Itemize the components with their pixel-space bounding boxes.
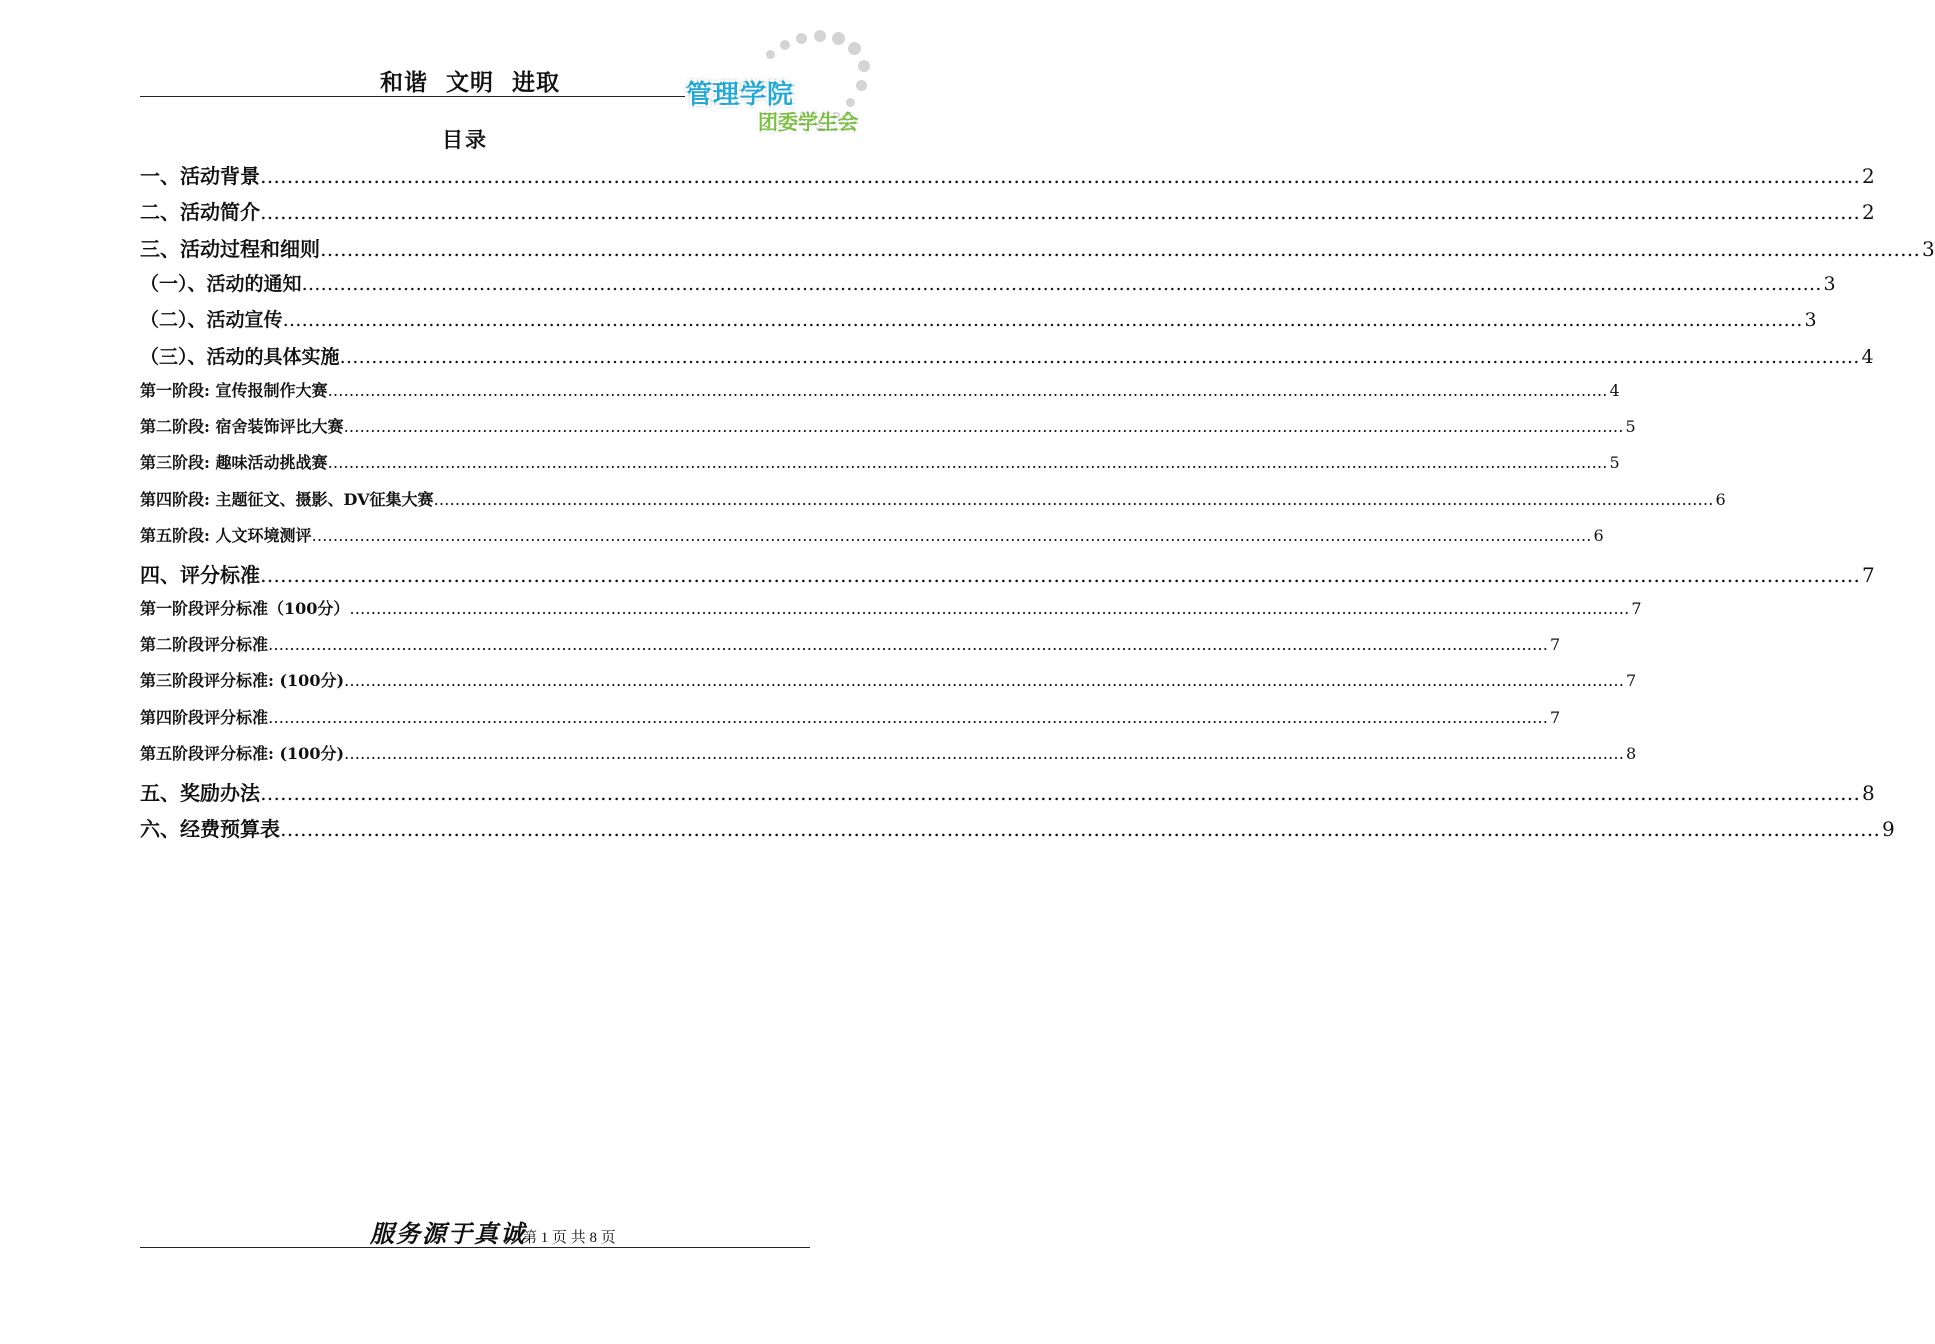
toc-entry-leader-dots: …………………………………………………………………………………………………………………………………………………………………………………………………………………… — [349, 598, 1630, 618]
toc-entry-label: 二、活动简介 — [140, 200, 260, 225]
toc-entry[interactable] — [140, 160, 1875, 189]
toc-entry[interactable] — [140, 305, 1817, 332]
toc-title: 目录 — [442, 127, 488, 152]
toc-entry-leader-dots: …………………………………………………………………………………………………………………………………………………………………………………………………………………… — [339, 345, 1860, 368]
toc-entry-leader-dots: …………………………………………………………………………………………………………………………………………………………………………………………………………………… — [268, 634, 1549, 654]
logo-main-text: 管理学院 — [686, 80, 795, 110]
toc-entry-leader-dots: …………………………………………………………………………………………………………………………………………………………………………………………………………………… — [344, 671, 1625, 691]
toc-entry-label: 第三阶段: 趣味活动挑战赛 — [140, 453, 328, 473]
toc-entry-leader-dots: …………………………………………………………………………………………………………………………………………………………………………………………………………………… — [327, 380, 1608, 400]
toc-entry-label: 四、评分标准 — [140, 563, 260, 588]
toc-entry-leader-dots: …………………………………………………………………………………………………………………………………………………………………………………………………………………… — [260, 164, 1860, 188]
toc-entry-page-number: 2 — [1862, 164, 1875, 188]
toc-entry-page-number: 7 — [1550, 707, 1561, 727]
toc-entry-page-number: 7 — [1631, 598, 1642, 618]
toc-entry-page-number: 6 — [1593, 526, 1604, 545]
toc-entry-label: 第二阶段评分标准 — [140, 634, 269, 654]
toc-entry[interactable] — [140, 523, 1604, 546]
toc-entry[interactable] — [140, 450, 1620, 473]
toc-entry-label: （二）、活动宣传 — [140, 309, 283, 332]
toc-entry-page-number: 7 — [1626, 671, 1637, 691]
toc-entry[interactable] — [140, 596, 1642, 619]
toc-entry-page-number: 3 — [1804, 309, 1817, 332]
footer-page-info: 第 1 页 共 8 页 — [522, 1230, 616, 1246]
toc-entry[interactable] — [140, 668, 1637, 691]
toc-entry-label: 第五阶段评分标准: (100分) — [140, 743, 345, 763]
toc-entry-label: 第四阶段: 主题征文、摄影、DV征集大赛 — [140, 489, 434, 509]
toc-entry-label: 第三阶段评分标准: (100分) — [140, 671, 345, 691]
toc-entry[interactable] — [140, 378, 1620, 401]
toc-entry-label: 第一阶段: 宣传报制作大赛 — [140, 380, 328, 400]
toc-entry-label: 第四阶段评分标准 — [140, 707, 269, 727]
toc-entry-leader-dots: …………………………………………………………………………………………………………………………………………………………………………………………………………………… — [343, 417, 1624, 437]
toc-entry-page-number: 2 — [1862, 200, 1875, 225]
toc-entry-page-number: 3 — [1823, 272, 1836, 295]
logo-sub-text: 团委学生会 — [758, 110, 858, 134]
toc-entry[interactable] — [140, 196, 1875, 225]
toc-entry-leader-dots: …………………………………………………………………………………………………………………………………………………………………………………………………………………… — [280, 817, 1880, 842]
toc-entry-leader-dots: …………………………………………………………………………………………………………………………………………………………………………………………………………………… — [344, 743, 1625, 763]
toc-entry-page-number: 4 — [1861, 345, 1874, 368]
toc-entry-leader-dots: …………………………………………………………………………………………………………………………………………………………………………………………………………………… — [301, 272, 1822, 295]
toc-entry-label: 第五阶段: 人文环境测评 — [140, 526, 312, 545]
toc-entry[interactable] — [140, 705, 1561, 728]
toc-entry-page-number: 5 — [1609, 453, 1620, 473]
toc-entry-leader-dots: …………………………………………………………………………………………………………………………………………………………………………………………………………………… — [320, 236, 1920, 261]
toc-entry[interactable] — [140, 342, 1874, 369]
toc-entry[interactable] — [140, 269, 1836, 296]
toc-entry-leader-dots: …………………………………………………………………………………………………………………………………………………………………………………………………………………… — [282, 309, 1803, 332]
toc-entry-label: （三）、活动的具体实施 — [140, 345, 340, 368]
toc-entry-label: 五、奖励办法 — [140, 781, 260, 806]
toc-entry[interactable] — [140, 741, 1637, 764]
toc-entry[interactable] — [140, 632, 1561, 655]
toc-entry[interactable] — [140, 777, 1875, 806]
toc-entry-leader-dots: …………………………………………………………………………………………………………………………………………………………………………………………………………………… — [268, 707, 1549, 727]
toc-entry-page-number: 7 — [1862, 563, 1875, 588]
toc-entry-page-number: 9 — [1882, 817, 1895, 842]
toc-entry-leader-dots: …………………………………………………………………………………………………………………………………………………………………………………………………………………… — [260, 200, 1860, 225]
toc-entry-page-number: 5 — [1625, 417, 1636, 437]
toc-entry[interactable] — [140, 233, 1935, 262]
header-motto: 和谐 文明 进取 — [380, 69, 561, 96]
toc-entry[interactable] — [140, 487, 1726, 510]
toc-entry-label: 三、活动过程和细则 — [140, 236, 320, 261]
toc-entry-leader-dots: …………………………………………………………………………………………………………………………………………………………………………………………………………………… — [260, 781, 1860, 806]
toc-entry[interactable] — [140, 414, 1636, 437]
toc-entry-page-number: 4 — [1609, 380, 1620, 400]
footer-divider — [140, 1247, 810, 1248]
toc-entry-label: 第一阶段评分标准（100分） — [140, 598, 350, 618]
header-divider — [140, 96, 685, 97]
toc-entry-page-number: 6 — [1715, 489, 1726, 509]
footer-slogan: 服务源于真诚 — [370, 1219, 526, 1248]
toc-entry-label: 六、经费预算表 — [140, 817, 280, 842]
toc-entry-page-number: 8 — [1626, 743, 1637, 763]
toc-entry-leader-dots: …………………………………………………………………………………………………………………………………………………………………………………………………………………… — [260, 563, 1860, 588]
toc-entry-page-number: 3 — [1922, 236, 1935, 261]
toc-entry-leader-dots: …………………………………………………………………………………………………………………………………………………………………………………………………………………… — [327, 453, 1608, 473]
toc-entry-label: 一、活动背景 — [140, 164, 260, 188]
toc-entry[interactable] — [140, 813, 1895, 842]
toc-entry-label: 第二阶段: 宿舍装饰评比大赛 — [140, 417, 344, 437]
toc-entry-leader-dots: …………………………………………………………………………………………………………………………………………………………………………………………………………………… — [311, 526, 1592, 545]
toc-entry[interactable] — [140, 559, 1875, 588]
toc-entry-leader-dots: …………………………………………………………………………………………………………………………………………………………………………………………………………………… — [433, 489, 1714, 509]
toc-entry-label: （一）、活动的通知 — [140, 272, 302, 295]
toc-entry-page-number: 8 — [1862, 781, 1875, 806]
toc-entry-page-number: 7 — [1550, 634, 1561, 654]
